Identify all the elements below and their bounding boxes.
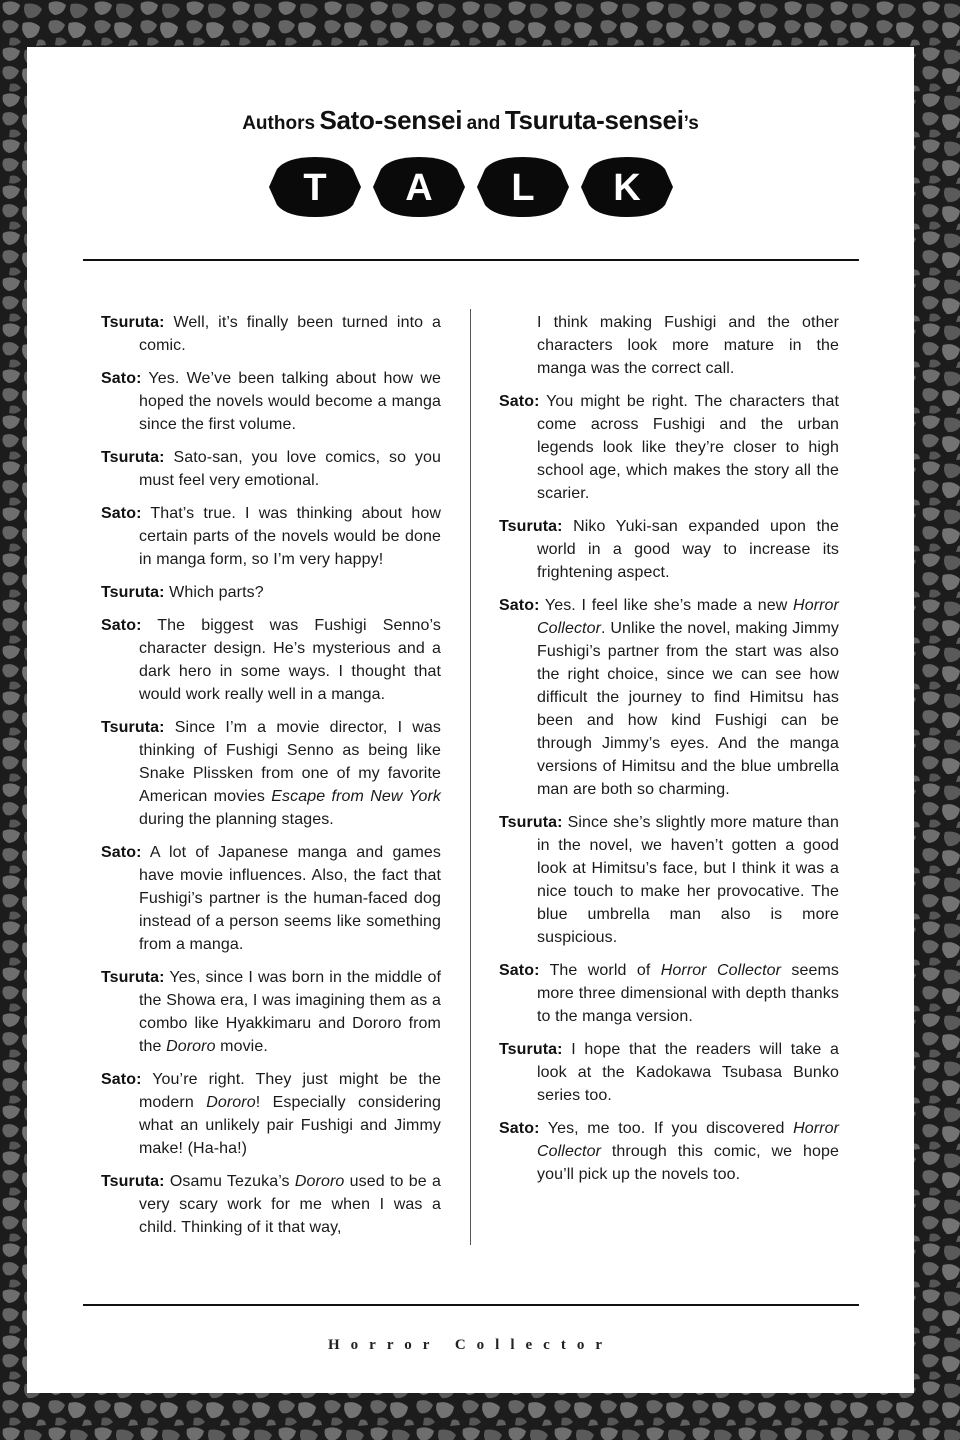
top-rule — [83, 259, 859, 261]
talk-letter: K — [613, 167, 641, 209]
dialogue-text: used to be a very scary work for me when I was a child. Thinking of it that way, — [139, 1173, 442, 1236]
dialogue-text: Osamu Tezuka’s — [169, 1173, 295, 1190]
dialogue-entry — [101, 841, 441, 956]
dialogue-entry — [101, 1068, 441, 1160]
speaker-name: Tsuruta: — [101, 449, 165, 466]
footer-title: Horror Collector — [328, 1337, 613, 1353]
dialogue-text: A lot of Japanese manga and games have movie influences. Also, the fact that Fushigi’s partner is the human-faced dog instead of a person seems like something from a manga. — [139, 844, 441, 953]
dialogue-text: You might be right. The characters that come across Fushigi and the urban legends look like they’re closer to high school age, which makes the story all the scarier. — [537, 393, 839, 502]
talk-letter: T — [303, 167, 327, 209]
dialogue-entry — [499, 515, 839, 584]
dialogue-entry — [499, 390, 839, 505]
dialogue-text: Which parts? — [169, 584, 264, 601]
speaker-name: Sato: — [499, 1120, 540, 1137]
dialogue-text: Yes, me too. If you discovered — [547, 1120, 794, 1137]
talk-letter-badge — [373, 157, 465, 217]
speaker-name: Sato: — [499, 393, 540, 410]
dialogue-text: Niko Yuki-san expanded upon the world in a good way to increase its frightening aspect. — [537, 518, 840, 581]
dialogue-text: Yes. I feel like she’s made a new — [544, 597, 794, 614]
speaker-name: Tsuruta: — [499, 1041, 563, 1058]
heading-possessive: ’s — [683, 113, 699, 134]
dialogue-text: You’re right. They just might be the modern — [139, 1071, 442, 1111]
dialogue-entry — [101, 716, 441, 831]
dialogue-entry — [101, 311, 441, 357]
dialogue-entry — [499, 311, 839, 380]
dialogue-text: That’s true. I was thinking about how certain parts of the novels would be done in manga form, so I’m very happy! — [139, 505, 442, 568]
dialogue-text: during the planning stages. — [139, 811, 334, 828]
talk-letter-badge — [477, 157, 569, 217]
speaker-name: Tsuruta: — [499, 518, 563, 535]
italic-title: Dororo — [166, 1038, 216, 1055]
dialogue-text: movie. — [215, 1038, 268, 1055]
dialogue-text: Yes. We’ve been talking about how we hoped the novels would become a manga since the first volume. — [139, 370, 442, 433]
dialogue-text: Sato-san, you love comics, so you must feel very emotional. — [139, 449, 441, 489]
talk-letter-badge — [581, 157, 673, 217]
speaker-name: Sato: — [499, 962, 540, 979]
bottom-rule — [83, 1304, 859, 1306]
speaker-name: Tsuruta: — [101, 314, 165, 331]
book-page — [27, 47, 914, 1393]
speaker-name: Tsuruta: — [101, 719, 165, 736]
italic-title: Horror Collector — [537, 597, 839, 637]
heading-conjunction: and — [466, 113, 501, 134]
speaker-name: Sato: — [101, 505, 142, 522]
italic-title: Dororo — [294, 1173, 345, 1190]
page-heading — [27, 105, 914, 136]
dialogue-text: through this comic, we hope you’ll pick up the novels too. — [537, 1143, 839, 1183]
italic-title: Dororo — [206, 1094, 256, 1111]
talk-letter: A — [405, 167, 433, 209]
speaker-name: Sato: — [101, 844, 142, 861]
dialogue-text: Since I’m a movie director, I was thinking of Fushigi Senno as being like Snake Plissken from one of my favorite American movies — [139, 719, 442, 805]
dialogue-entry — [499, 811, 839, 949]
left-column — [101, 311, 441, 1249]
dialogue-text: . Unlike the novel, making Jimmy Fushigi’s partner from the start was also the right choice, since we can see how difficult the journey to find Himitsu has been and how kind Fushigi can be through Jimmy’s eyes. And the manga versions of Himitsu and the blue umbrella man are both so charming. — [537, 620, 839, 798]
speaker-name: Tsuruta: — [499, 814, 563, 831]
dialogue-text: I think making Fushigi and the other characters look more mature in the manga was the correct call. — [537, 314, 839, 377]
dialogue-entry — [499, 1117, 839, 1186]
dialogue-entry — [499, 1038, 839, 1107]
dialogue-entry — [101, 581, 441, 604]
right-column — [499, 311, 839, 1196]
talk-badge — [267, 155, 675, 219]
dialogue-text: Since she’s slightly more mature than in the novel, we haven’t gotten a good look at Himitsu’s face, but I think it was a nice touch to make her provocative. The blue umbrella man also is more suspicious. — [537, 814, 839, 946]
dialogue-text: seems more three dimensional with depth thanks to the manga version. — [537, 962, 840, 1025]
dialogue-entry — [101, 614, 441, 706]
speaker-name: Tsuruta: — [101, 1173, 165, 1190]
talk-letter-badge — [269, 157, 361, 217]
dialogue-text: Well, it’s finally been turned into a comic. — [139, 314, 442, 354]
speaker-name: Sato: — [101, 1071, 142, 1088]
dialogue-entry — [101, 367, 441, 436]
speaker-name: Tsuruta: — [101, 584, 165, 601]
dialogue-entry — [101, 1170, 441, 1239]
heading-prefix: Authors — [242, 113, 316, 134]
heading-author-1: Sato-sensei — [319, 105, 463, 135]
italic-title: Horror Collector — [660, 962, 782, 979]
speaker-name: Tsuruta: — [101, 969, 165, 986]
dialogue-text: I hope that the readers will take a look at the Kadokawa Tsubasa Bunko series too. — [537, 1041, 839, 1104]
column-divider — [470, 309, 471, 1245]
dialogue-text: The world of — [549, 962, 661, 979]
dialogue-entry — [101, 446, 441, 492]
dialogue-entry — [499, 594, 839, 801]
dialogue-entry — [101, 502, 441, 571]
talk-letter: L — [511, 167, 535, 209]
dialogue-entry — [499, 959, 839, 1028]
italic-title: Escape from New York — [271, 788, 442, 805]
italic-title: Horror Collector — [537, 1120, 839, 1160]
speaker-name: Sato: — [101, 370, 142, 387]
dialogue-entry — [101, 966, 441, 1058]
dialogue-text: Yes, since I was born in the middle of the Showa era, I was imagining them as a combo like Hyakkimaru and Dororo from the — [139, 969, 441, 1055]
dialogue-text: ! Especially considering what an unlikely pair Fushigi and Jimmy make! (Ha-ha!) — [139, 1094, 441, 1157]
heading-author-2: Tsuruta-sensei — [504, 105, 684, 135]
dialogue-text: The biggest was Fushigi Senno’s character design. He’s mysterious and a dark hero in some ways. I thought that would work really well in a manga. — [139, 617, 441, 703]
speaker-name: Sato: — [499, 597, 540, 614]
speaker-name: Sato: — [101, 617, 142, 634]
